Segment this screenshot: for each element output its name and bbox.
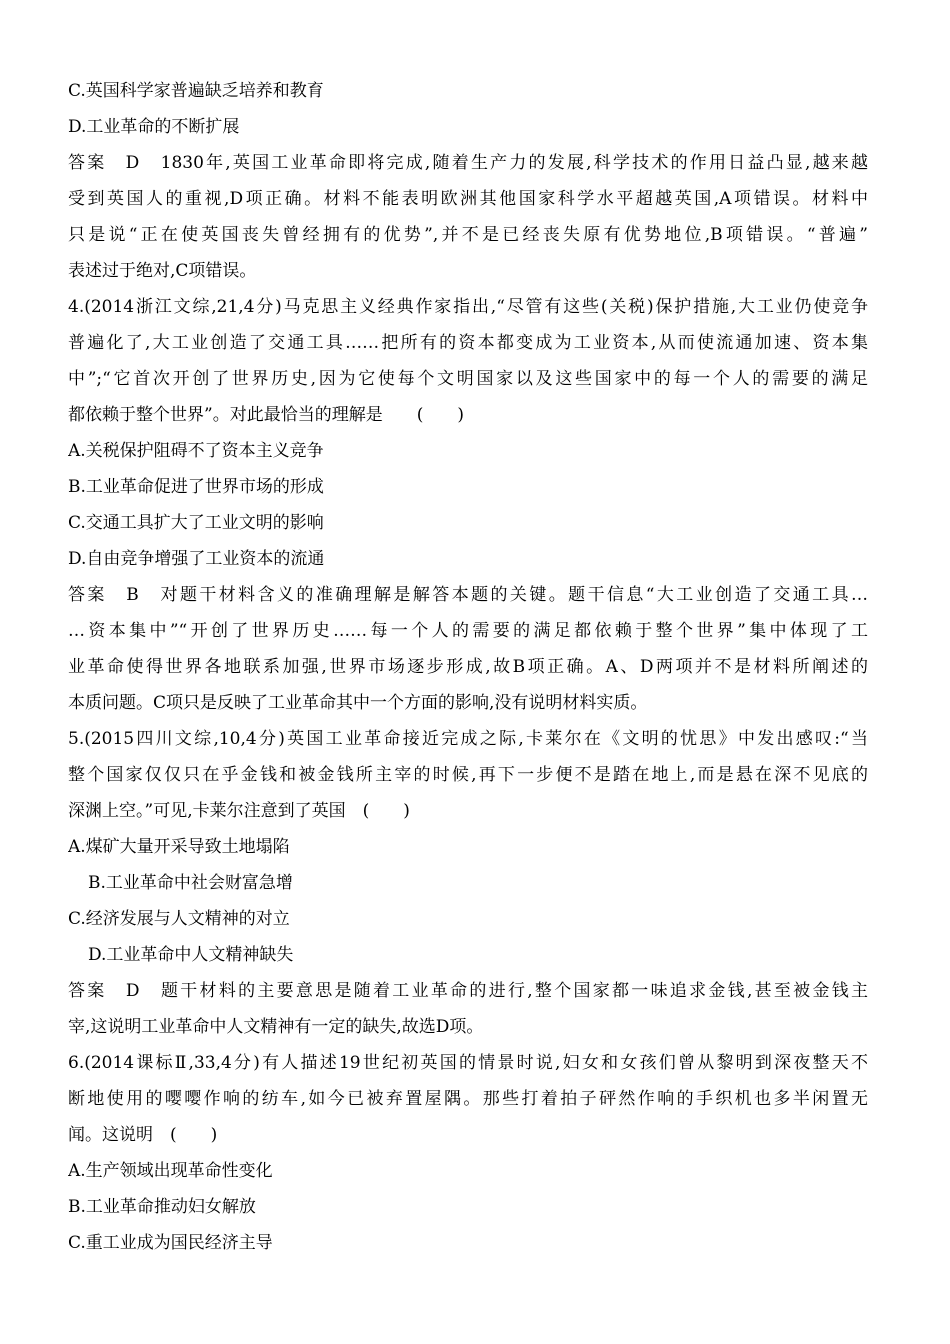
option-line: B.工业革命促进了世界市场的形成	[68, 477, 324, 497]
answer-line: 只是说“正在使英国丧失曾经拥有的优势”,并不是已经丧失原有优势地位,B项错误。“普遍”	[68, 225, 868, 245]
option-line: D.工业革命的不断扩展	[68, 117, 240, 137]
question-line: 闻。这说明 ( )	[68, 1125, 218, 1145]
option-line: C.交通工具扩大了工业文明的影响	[68, 513, 324, 533]
answer-line: …资本集中”“开创了世界历史……每一个人的需要的满足都依赖于整个世界”集中体现了工	[68, 621, 868, 641]
answer-line: 宰,这说明工业革命中人文精神有一定的缺失,故选D项。	[68, 1017, 484, 1037]
question-line: 4.(2014浙江文综,21,4分)马克思主义经典作家指出,“尽管有这些(关税)保护措施,大工业仍使竞争	[68, 297, 868, 317]
question-line: 都依赖于整个世界”。对此最恰当的理解是 ( )	[68, 405, 464, 425]
option-line: D.自由竞争增强了工业资本的流通	[68, 549, 325, 569]
answer-line: 答案 D 题干材料的主要意思是随着工业革命的进行,整个国家都一味追求金钱,甚至被金钱主	[68, 981, 868, 1001]
option-line: A.煤矿大量开采导致土地塌陷	[68, 837, 290, 857]
question-line: 普遍化了,大工业创造了交通工具……把所有的资本都变成为工业资本,从而使流通加速、资本集	[68, 333, 868, 353]
question-line: 5.(2015四川文综,10,4分)英国工业革命接近完成之际,卡莱尔在《文明的忧思》中发出感叹:“当	[68, 729, 868, 749]
answer-line: 业革命使得世界各地联系加强,世界市场逐步形成,故B项正确。A、D两项并不是材料所阐述的	[68, 657, 868, 677]
answer-line: 本质问题。C项只是反映了工业革命其中一个方面的影响,没有说明材料实质。	[68, 693, 648, 713]
question-line: 深渊上空。”可见,卡莱尔注意到了英国 ( )	[68, 801, 410, 821]
answer-line: 表述过于绝对,C项错误。	[68, 261, 257, 281]
option-line: A.关税保护阻碍不了资本主义竞争	[68, 441, 324, 461]
option-line: D.工业革命中人文精神缺失	[88, 945, 294, 965]
option-line: B.工业革命推动妇女解放	[68, 1197, 256, 1217]
question-line: 断地使用的嘤嘤作响的纺车,如今已被弃置屋隅。那些打着拍子砰然作响的手织机也多半闲置无	[68, 1089, 868, 1109]
answer-line: 答案 B 对题干材料含义的准确理解是解答本题的关键。题干信息“大工业创造了交通工具…	[68, 585, 868, 605]
question-line: 中”;“它首次开创了世界历史,因为它使每个文明国家以及这些国家中的每一个人的需要的满足	[68, 369, 868, 389]
option-line: C.重工业成为国民经济主导	[68, 1233, 273, 1253]
option-line: C.英国科学家普遍缺乏培养和教育	[68, 81, 324, 101]
option-line: A.生产领域出现革命性变化	[68, 1161, 273, 1181]
question-line: 整个国家仅仅只在乎金钱和被金钱所主宰的时候,再下一步便不是踏在地上,而是悬在深不见底的	[68, 765, 868, 785]
option-line: C.经济发展与人文精神的对立	[68, 909, 290, 929]
option-line: B.工业革命中社会财富急增	[88, 873, 293, 893]
question-line: 6.(2014课标Ⅱ,33,4分)有人描述19世纪初英国的情景时说,妇女和女孩们曾从黎明到深夜整天不	[68, 1053, 868, 1073]
answer-line: 受到英国人的重视,D项正确。材料不能表明欧洲其他国家科学水平超越英国,A项错误。材料中	[68, 189, 868, 209]
answer-line: 答案 D 1830年,英国工业革命即将完成,随着生产力的发展,科学技术的作用日益凸显,越来越	[68, 153, 868, 173]
